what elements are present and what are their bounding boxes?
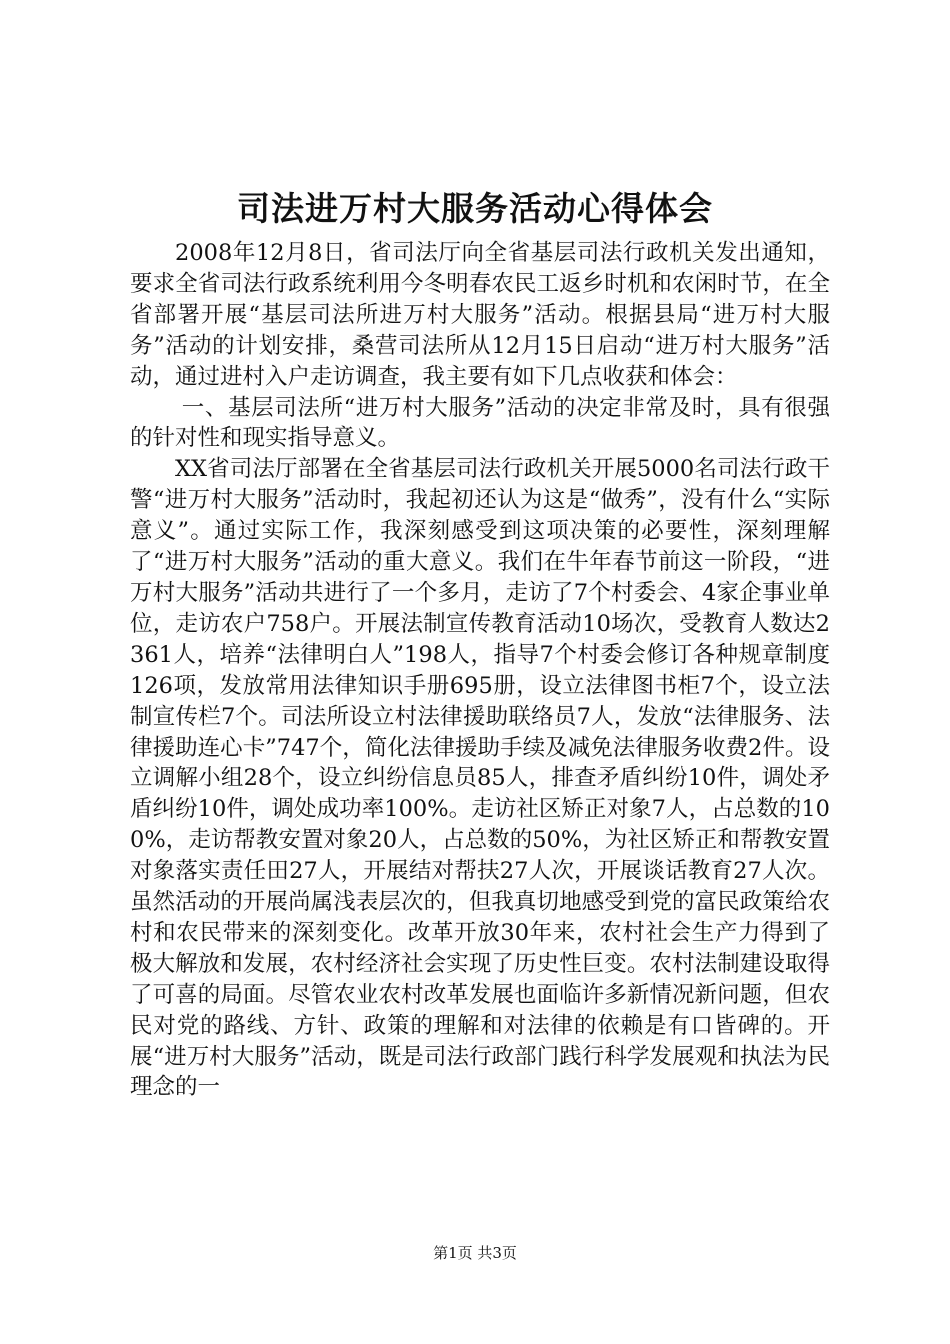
paragraph-main: XX省司法厅部署在全省基层司法行政机关开展5000名司法行政干警“进万村大服务”活动时，我起初还认为这是“做秀”，没有什么“实际意义”。通过实际工作，我深刻感受到这项决策的必要性，深刻理解了“进万村大服务”活动的重大意义。我们在牛年春节前这一阶段，“进万村大服务”活动共进行了一个多月，走访了7个村委会、4家企事业单位，走访农户758户。开展法制宣传教育活动10场次，受教育人数达2361人，培养“法律明白人”198人，指导7个村委会修订各种规章制度126项，发放常用法律知识手册695册，设立法律图书柜7个，设立法制宣传栏7个。司法所设立村法律援助联络员7人，发放“法律服务、法律援助连心卡”747个，简化法律援助手续及减免法律服务收费2件。设立调解小组28个，设立纠纷信息员85人，排查矛盾纠纷10件，调处矛盾纠纷10件，调处成功率100%。走访社区矫正对象7人，占总数的100%，走访帮教安置对象20人，占总数的50%，为社区矫正和帮教安置对象落实责任田27人，开展结对帮扶27人次，开展谈话教育27人次。虽然活动的开展尚属浅表层次的，但我真切地感受到党的富民政策给农村和农民带来的深刻变化。改革开放30年来，农村社会生产力得到了极大解放和发展，农村经济社会实现了历史性巨变。农村法制建设取得了可喜的局面。尽管农业农村改革发展也面临许多新情况新问题，但农民对党的路线、方针、政策的理解和对法律的依赖是有口皆碑的。开展“进万村大服务”活动，既是司法行政部门践行科学发展观和执法为民理念的一 xyxy=(130,456,830,1101)
paragraph-intro: 2008年12月8日，省司法厅向全省基层司法行政机关发出通知，要求全省司法行政系统利用今冬明春农民工返乡时机和农闲时节，在全省部署开展“基层司法所进万村大服务”活动。根据县局“进万村大服务”活动的计划安排，桑营司法所从12月15日启动“进万村大服务”活动，通过进村入户走访调查，我主要有如下几点收获和体会： xyxy=(130,240,830,390)
page-number: 第1页 共3页 xyxy=(433,1244,517,1262)
document-body xyxy=(130,238,830,1103)
document-title: 司法进万村大服务活动心得体会 xyxy=(237,189,713,228)
paragraph-section-heading: 一、基层司法所“进万村大服务”活动的决定非常及时，具有很强的针对性和现实指导意义。 xyxy=(130,394,830,452)
